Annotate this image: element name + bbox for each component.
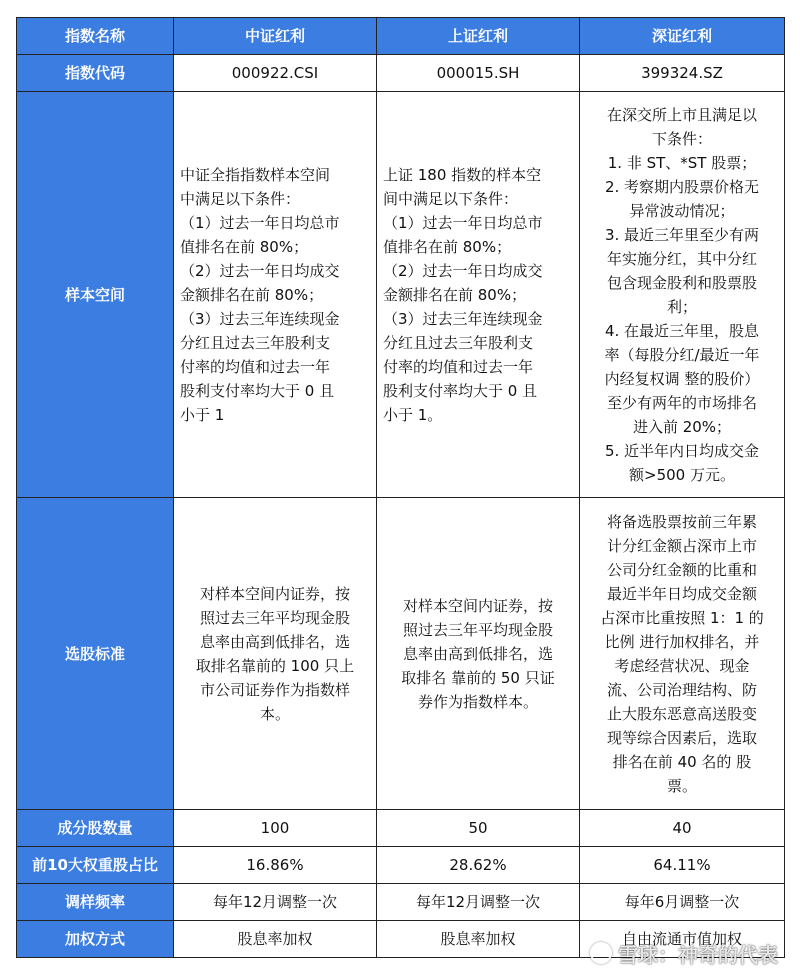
cell-text-line: 将备选股票按前三年累 [606,512,757,531]
cell-text-line: 至少有两年的市场排名 [606,393,757,412]
constituents-row [17,810,785,847]
selection-criteria-sh [377,498,580,810]
cell-text-line: 占深市比重按照 1：1 的 [600,608,764,627]
cell-text-line: 对样本空间内证券，按 [402,596,553,615]
top10-weight-csi: 16.86% [174,847,377,884]
cell-text-line: （2）过去一年日均成交 [383,261,543,280]
cell-text-line: 票。 [666,776,697,795]
index-code-label: 指数代码 [17,55,174,92]
cell-text-line: 率（每股分红/最近一年 [604,345,760,364]
cell-text-line: 4. 在最近三年里，股息 [604,321,760,340]
top10-weight-sz: 64.11% [580,847,785,884]
cell-text-line: 股利支付率均大于 0 且 [180,381,335,400]
cell-text-line: 异常波动情况； [629,201,735,220]
sample-space-csi [174,92,377,498]
selection-criteria-sz [580,498,785,810]
index-code-sh: 000015.SH [377,55,580,92]
cell-text-line: 公司分红金额的比重和 [606,560,757,579]
cell-text-line: 金额排名在前 80%； [180,285,324,304]
index-code-csi: 000922.CSI [174,55,377,92]
cell-text-line: 年实施分红，其中分红 [606,249,757,268]
rebalance-sh: 每年12月调整一次 [377,884,580,921]
constituents-sz: 40 [580,810,785,847]
cell-text-line: 比例 进行加权排名，并 [604,632,760,651]
cell-text-line: （1）过去一年日均总市 [383,213,543,232]
cell-text-line: 本。 [259,704,290,723]
cell-text-line: 在深交所上市且满足以 [606,105,757,124]
cell-text-line: 小于 1 [180,405,225,424]
cell-text-line: 2. 考察期内股票价格无 [604,177,760,196]
cell-text-line: 利； [666,297,697,316]
cell-text-line: （2）过去一年日均成交 [180,261,340,280]
selection-criteria-csi [174,498,377,810]
rebalance-label: 调样频率 [17,884,174,921]
top10-weight-row [17,847,785,884]
constituents-sh: 50 [377,810,580,847]
cell-text-line: 市公司证券作为指数样 [199,680,350,699]
cell-text-line: 值排名在前 80%； [180,237,309,256]
rebalance-csi: 每年12月调整一次 [174,884,377,921]
top10-weight-label: 前10大权重股占比 [17,847,174,884]
cell-text-line: 照过去三年平均现金股 [199,608,350,627]
cell-text-line: 下条件： [651,129,712,148]
cell-text-line: 息率由高到低排名，选 [402,644,553,663]
cell-text-line: 间中满足以下条件： [383,189,519,208]
cell-text-line: 3. 最近三年里至少有两 [604,225,760,244]
selection-criteria-label: 选股标准 [17,498,174,810]
selection-criteria-row [17,498,785,810]
index-comparison-table [16,17,785,958]
cell-text-line: 上证 180 指数的样本空 [383,165,542,184]
header-index-name: 指数名称 [17,18,174,55]
cell-text-line: 5. 近半年内日均成交金 [604,441,760,460]
cell-text-line: 止大股东恶意高送股变 [606,704,757,723]
sample-space-label: 样本空间 [17,92,174,498]
weighting-label: 加权方式 [17,921,174,958]
weighting-csi: 股息率加权 [174,921,377,958]
snowball-logo-icon [590,942,612,964]
xueqiu-watermark [590,939,778,968]
cell-text-line: 值排名在前 80%； [383,237,512,256]
cell-text-line: 股利支付率均大于 0 且 [383,381,538,400]
cell-text-line: 1. 非 ST、*ST 股票； [607,153,757,172]
cell-text-line: 额>500 万元。 [629,465,735,484]
cell-text-line: （3）过去三年连续现金 [180,309,340,328]
cell-text-line: 分红且过去三年股利支 [383,333,534,352]
top10-weight-sh: 28.62% [377,847,580,884]
rebalance-sz: 每年6月调整一次 [580,884,785,921]
cell-text-line: （3）过去三年连续现金 [383,309,543,328]
cell-text-line: 分红且过去三年股利支 [180,333,331,352]
cell-text-line: 息率由高到低排名，选 [199,632,350,651]
cell-text-line: 对样本空间内证券，按 [199,584,350,603]
cell-text-line: 金额排名在前 80%； [383,285,527,304]
cell-text-line: 取排名靠前的 100 只上 [195,656,355,675]
cell-text-line: 付率的均值和过去一年 [180,357,331,376]
rebalance-row [17,884,785,921]
cell-text-line: 券作为指数样本。 [417,692,538,711]
cell-text-line: 排名在前 40 名的 股 [612,752,752,771]
cell-text-line: （1）过去一年日均总市 [180,213,340,232]
cell-text-line: 付率的均值和过去一年 [383,357,534,376]
sample-space-row [17,92,785,498]
index-code-row [17,55,785,92]
weighting-sz: 自由流通市值加权 [580,921,785,958]
header-sh-dividend: 上证红利 [377,18,580,55]
cell-text-line: 小于 1。 [383,405,443,424]
cell-text-line: 进入前 20%； [632,417,732,436]
sample-space-sz [580,92,785,498]
cell-text-line: 内经复权调 整的股价） [604,369,760,388]
cell-text-line: 流、公司治理结构、防 [606,680,757,699]
cell-text-line: 包含现金股利和股票股 [606,273,757,292]
cell-text-line: 最近半年日均成交金额 [606,584,757,603]
cell-text-line: 取排名 靠前的 50 只证 [401,668,555,687]
constituents-csi: 100 [174,810,377,847]
cell-text-line: 中证全指指数样本空间 [180,165,331,184]
constituents-label: 成分股数量 [17,810,174,847]
header-row [17,18,785,55]
weighting-sh: 股息率加权 [377,921,580,958]
cell-text-line: 照过去三年平均现金股 [402,620,553,639]
header-csi-dividend: 中证红利 [174,18,377,55]
cell-text-line: 计分红金额占深市上市 [606,536,757,555]
cell-text-line: 现等综合因素后，选取 [606,728,757,747]
header-sz-dividend: 深证红利 [580,18,785,55]
watermark-text: 雪球：神奇的代表 [618,943,778,967]
cell-text-line: 中满足以下条件： [180,189,301,208]
index-code-sz: 399324.SZ [580,55,785,92]
cell-text-line: 考虑经营状况、现金 [614,656,750,675]
sample-space-sh [377,92,580,498]
